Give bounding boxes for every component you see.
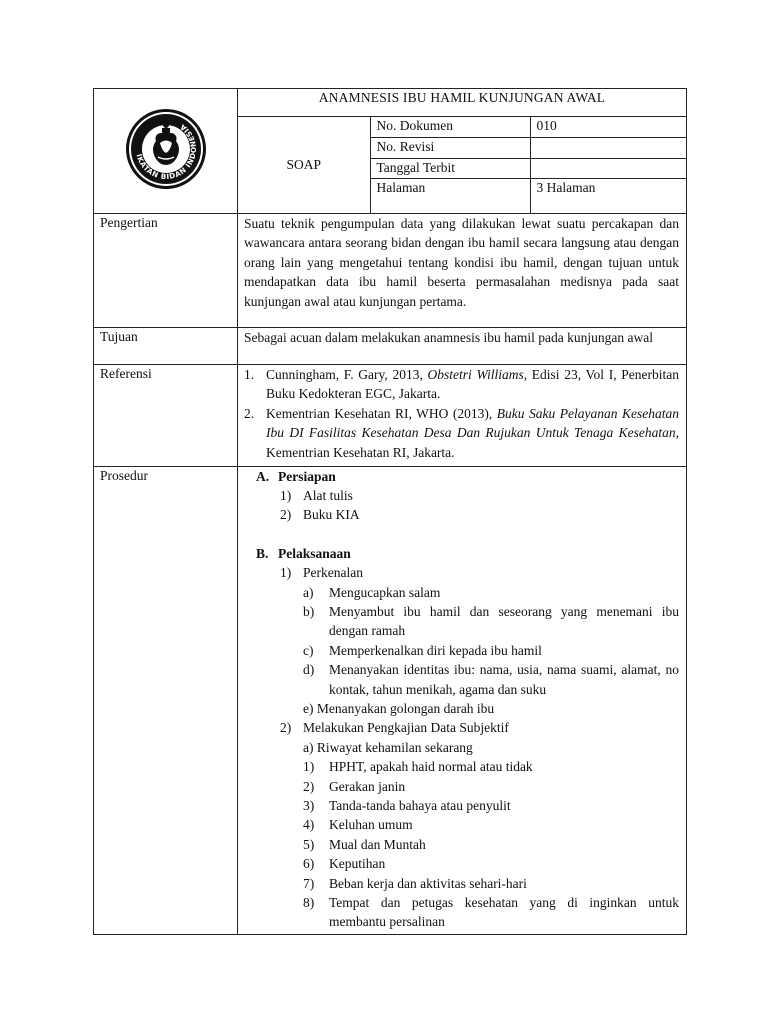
sub-list-item	[244, 777, 679, 796]
tujuan-label: Tujuan	[94, 327, 238, 364]
item-number: b)	[303, 603, 315, 619]
item-text: Tanda-tanda bahaya atau penyulit	[329, 798, 511, 813]
sub-list-item	[244, 854, 679, 873]
item-number: d)	[303, 662, 315, 678]
item-number: 7)	[303, 875, 315, 891]
meta-value-tanggal	[530, 158, 687, 179]
item-number: 3)	[303, 798, 315, 813]
item-number: 1)	[303, 759, 315, 775]
reference-text: Cunningham, F. Gary, 2013,	[266, 366, 428, 382]
pengertian-text: Suatu teknik pengumpulan data yang dilakukan lewat suatu percakapan dan wawancara antara seorang bidan dengan ibu hamil secara langsung atau dengan orang lain yang mengetahui tentang kondisi ibu hamil, dengan tujuan untuk mendapatkan data ibu hamil beserta permasalahan medisnya pada saat kunjungan awal atau kunjungan pertama.	[238, 213, 687, 327]
meta-value-dokumen: 010	[530, 117, 687, 138]
list-item	[244, 563, 679, 582]
item-text: Mual dan Muntah	[329, 836, 426, 852]
item-text: Gerakan janin	[329, 778, 406, 794]
sub-list-item	[244, 583, 679, 602]
section-pelaksanaan	[244, 544, 679, 563]
pengertian-label: Pengertian	[94, 213, 238, 327]
sub-list-item	[244, 874, 679, 893]
item-text: Perkenalan	[303, 565, 363, 581]
sub-list-item	[244, 602, 679, 641]
section-number: A.	[256, 468, 270, 484]
sub-list-item: e) Menanyakan golongan darah ibu	[303, 700, 495, 716]
list-item	[244, 505, 679, 524]
item-number: 8)	[303, 895, 315, 911]
item-number: 2)	[280, 720, 292, 736]
item-number: 1)	[280, 487, 292, 503]
sub-list-item	[244, 796, 679, 815]
item-number: 5)	[303, 836, 315, 852]
document-title: ANAMNESIS IBU HAMIL KUNJUNGAN AWAL	[238, 89, 687, 117]
reference-item	[244, 404, 679, 463]
item-number: 1)	[280, 565, 292, 581]
tujuan-text: Sebagai acuan dalam melakukan anamnesis ibu hamil pada kunjungan awal	[238, 327, 687, 364]
item-number: c)	[303, 642, 314, 658]
section-title: Persiapan	[278, 468, 336, 484]
item-text: Menyambut ibu hamil dan seseorang yang menemani ibu dengan ramah	[329, 603, 679, 639]
sub-list-item	[244, 815, 679, 834]
reference-number: 2.	[244, 405, 255, 421]
item-text: Keputihan	[329, 856, 386, 872]
sub-list-item	[244, 757, 679, 776]
item-text: Buku KIA	[303, 507, 360, 523]
spacer	[244, 525, 679, 544]
reference-title: Buku Saku Pelayanan Kesehatan Ibu DI Fasilitas Kesehatan Desa Dan Rujukan Untuk Tenaga Kesehatan,	[266, 405, 679, 440]
item-text: HPHT, apakah haid normal atau tidak	[329, 759, 533, 775]
item-text: Memperkenalkan diri kepada ibu hamil	[329, 642, 542, 658]
sop-table	[93, 88, 687, 935]
prosedur-content	[238, 466, 687, 934]
meta-cell	[238, 117, 687, 214]
section-persiapan	[244, 467, 679, 486]
reference-title: Obstetri Williams,	[427, 366, 528, 382]
meta-key-dokumen: No. Dokumen	[370, 117, 530, 138]
reference-number: 1.	[244, 366, 255, 382]
sub-list-item	[244, 835, 679, 854]
soap-label: SOAP	[238, 117, 370, 213]
item-number: 4)	[303, 817, 315, 833]
meta-value-halaman: 3 Halaman	[536, 180, 596, 195]
item-text: Keluhan umum	[329, 817, 413, 833]
section-number: B.	[256, 545, 269, 561]
referensi-label: Referensi	[94, 364, 238, 466]
prosedur-label: Prosedur	[94, 466, 238, 934]
item-text: Mengucapkan salam	[329, 584, 441, 600]
item-number: 2)	[280, 507, 292, 523]
list-item	[244, 486, 679, 505]
sub-list-item	[244, 893, 679, 932]
sub-list-item	[244, 660, 679, 699]
reference-publisher: Kementrian Kesehatan RI, Jakarta.	[266, 444, 455, 460]
item-text: Menanyakan identitas ibu: nama, usia, nama suami, alamat, no kontak, tahun menikah, agama dan suku	[329, 662, 679, 697]
item-number: a)	[303, 584, 314, 600]
item-text: Beban kerja dan aktivitas sehari-hari	[329, 875, 527, 891]
meta-key-tanggal: Tanggal Terbit	[370, 158, 530, 179]
meta-key-revisi: No. Revisi	[370, 138, 530, 159]
referensi-content	[238, 364, 687, 466]
item-text: Alat tulis	[303, 487, 353, 503]
item-text: Melakukan Pengkajian Data Subjektif	[303, 720, 509, 736]
sub-heading: a) Riwayat kehamilan sekarang	[303, 739, 473, 755]
list-item	[244, 718, 679, 737]
reference-item	[244, 365, 679, 404]
logo-cell	[94, 89, 238, 214]
sub-list-item	[244, 641, 679, 660]
section-title: Pelaksanaan	[278, 545, 351, 561]
item-number: 2)	[303, 778, 315, 794]
reference-publisher: Edisi 23, Vol I, Penerbitan Buku Kedokteran EGC, Jakarta.	[266, 366, 679, 401]
ibi-logo	[124, 107, 208, 191]
meta-value-revisi	[530, 138, 687, 159]
item-number: 6)	[303, 856, 315, 872]
logo-ring-text: IKATAN BIDAN INDONESIA	[134, 121, 198, 181]
item-text: Tempat dan petugas kesehatan yang di inginkan untuk membantu persalinan	[329, 895, 679, 930]
meta-key-halaman: Halaman	[370, 179, 530, 213]
reference-text: Kementrian Kesehatan RI, WHO (2013),	[266, 405, 497, 421]
